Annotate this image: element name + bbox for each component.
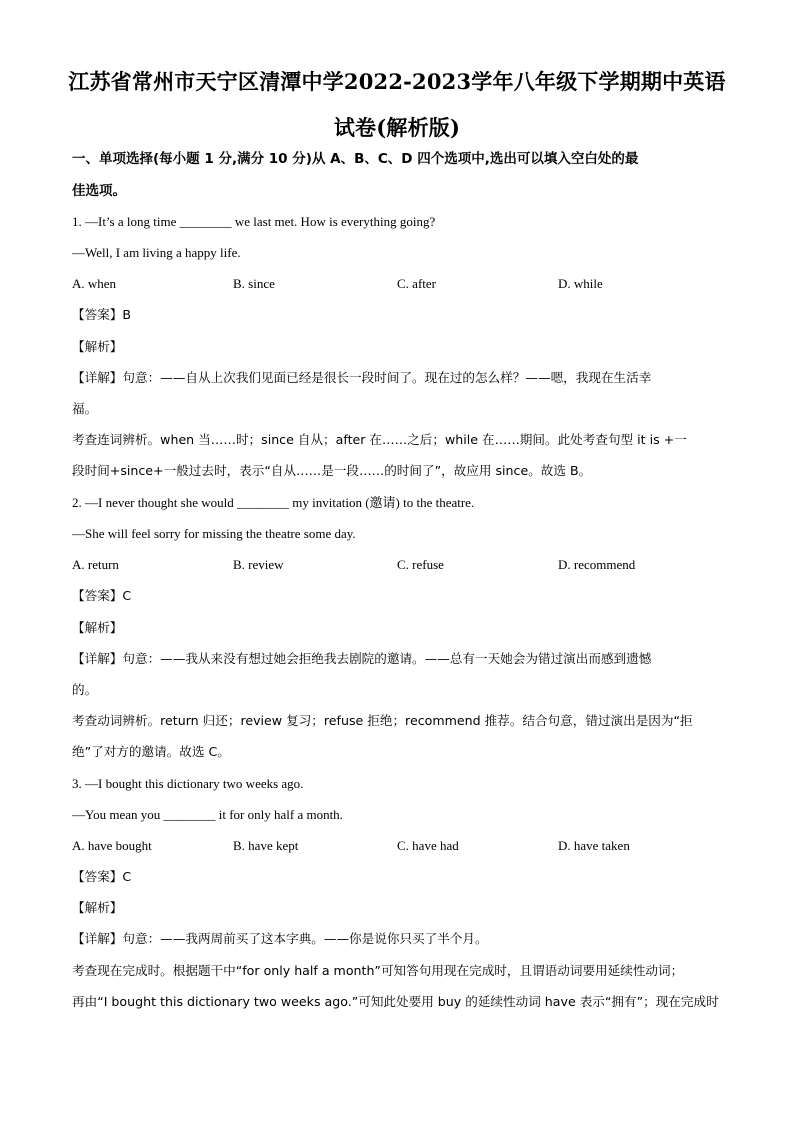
- q3-detail-line-3: 再由“I bought this dictionary two weeks ago.”可知此处要用 buy 的延续性动词 have 表示“拥有”；现在完成时: [72, 994, 719, 1009]
- q3-analysis-label: 【解析】: [72, 900, 123, 915]
- q1-stem-line-2: —Well, I am living a happy life.: [72, 245, 241, 260]
- q1-option-d: D. while: [558, 276, 603, 291]
- q1-option-b: B. since: [233, 276, 275, 291]
- q2-stem-line-1: 2. —I never thought she would ________ my invitation (邀请) to the theatre.: [72, 495, 475, 510]
- q3-answer: 【答案】C: [72, 869, 132, 884]
- q2-answer: 【答案】C: [72, 588, 132, 603]
- q1-stem-line-1: 1. —It’s a long time ________ we last met. How is everything going?: [72, 214, 436, 229]
- q3-option-d: D. have taken: [558, 838, 630, 853]
- q3-option-b: B. have kept: [233, 838, 299, 853]
- q3-option-c: C. have had: [397, 838, 459, 853]
- q1-detail-line-2: 福。: [72, 401, 98, 416]
- q1-detail-line-1: 【详解】句意：——自从上次我们见面已经是很长一段时间了。现在过的怎么样？——嗯，我现在生活幸: [72, 370, 652, 385]
- q2-option-a: A. return: [72, 557, 119, 572]
- q1-option-c: C. after: [397, 276, 436, 291]
- q2-analysis-label: 【解析】: [72, 620, 123, 635]
- q3-option-a: A. have bought: [72, 838, 152, 853]
- q2-stem-line-2: —She will feel sorry for missing the theatre some day.: [72, 526, 356, 541]
- q1-option-a: A. when: [72, 276, 117, 291]
- document-title-line-2: 试卷(解析版): [333, 115, 461, 140]
- q2-detail-line-2: 的。: [72, 682, 98, 697]
- q1-detail-line-3: 考查连词辨析。when 当……时；since 自从；after 在……之后；while 在……期间。此处考查句型 it is +一: [72, 432, 687, 447]
- q2-option-b: B. review: [233, 557, 284, 572]
- q2-option-c: C. refuse: [397, 557, 444, 572]
- q1-answer: 【答案】B: [72, 307, 132, 322]
- section-heading-line-2: 佳选项。: [72, 183, 126, 199]
- q3-detail-line-2: 考查现在完成时。根据题干中“for only half a month”可知答句用现在完成时，且谓语动词要用延续性动词；: [72, 963, 684, 978]
- document-title-line-1: 江苏省常州市天宁区清潭中学2022-2023学年八年级下学期期中英语: [68, 69, 726, 94]
- q1-analysis-label: 【解析】: [72, 339, 123, 354]
- q2-detail-line-4: 绝”了对方的邀请。故选 C。: [72, 744, 230, 759]
- q2-detail-line-3: 考查动词辨析。return 归还；review 复习；refuse 拒绝；recommend 推荐。结合句意，错过演出是因为“拒: [72, 713, 693, 728]
- q2-detail-line-1: 【详解】句意：——我从来没有想过她会拒绝我去剧院的邀请。——总有一天她会为错过演出而感到遗憾: [72, 651, 652, 666]
- q2-option-d: D. recommend: [558, 557, 636, 572]
- q3-stem-line-1: 3. —I bought this dictionary two weeks ago.: [72, 776, 304, 791]
- q3-detail-line-1: 【详解】句意：——我两周前买了这本字典。——你是说你只买了半个月。: [72, 931, 488, 946]
- q1-detail-line-4: 段时间+since+一般过去时，表示“自从……是一段……的时间了”，故应用 since。故选 B。: [72, 463, 592, 478]
- section-heading-line-1: 一、单项选择(每小题 1 分,满分 10 分)从 A、B、C、D 四个选项中,选出可以填入空白处的最: [72, 151, 639, 167]
- q3-stem-line-2: —You mean you ________ it for only half a month.: [72, 807, 343, 822]
